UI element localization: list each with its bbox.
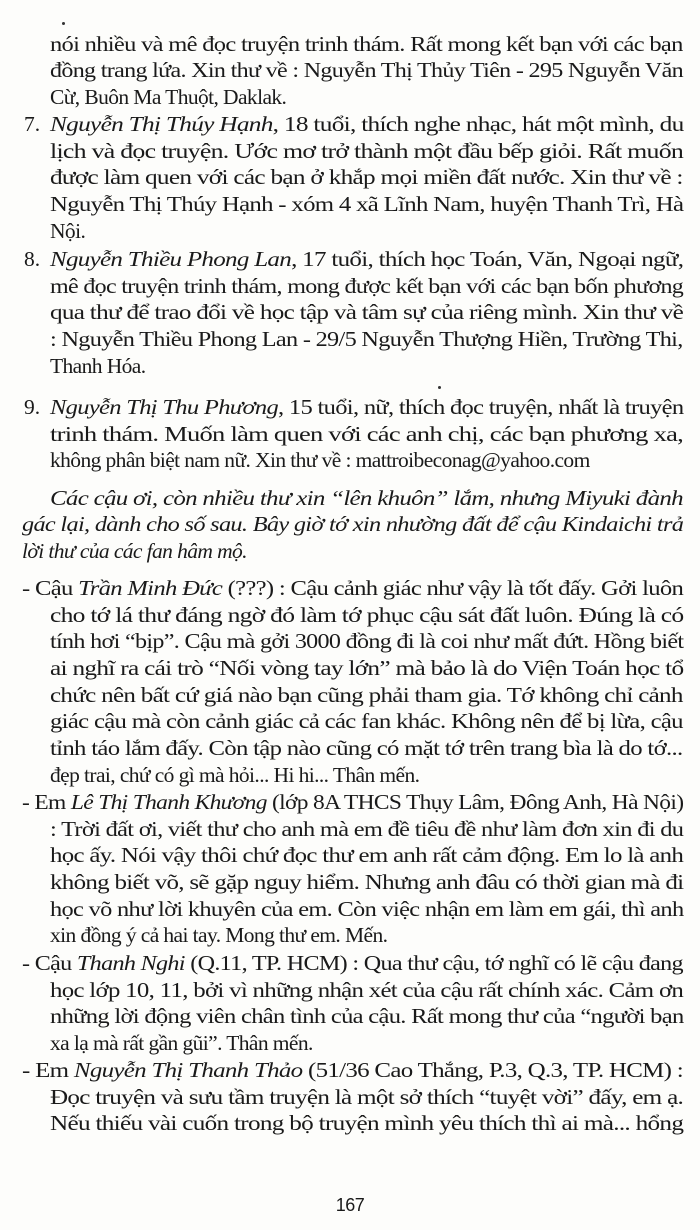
entry-first-rest: , 17 tuổi, thích học Toán, Văn, Ngoại ngữ, [291,247,684,271]
text-line: lịch và đọc truyện. Ước mơ trở thành một đầu bếp giỏi. Rất muốn [50,139,684,163]
text-line: Nếu thiếu vài cuốn trong bộ truyện mình yêu thích thì ai mà... hổng [50,1111,684,1135]
text-line: Thanh Hóa. [50,354,146,378]
text-line: học lớp 10, 11, bởi vì những nhận xét của cậu rất chính xác. Cảm ơn [50,978,684,1002]
entry-first-line [50,111,684,137]
entry-name: Nguyễn Thị Thúy Hạnh [50,112,273,136]
text-line: lời thư của các fan hâm mộ. [22,539,247,563]
text-line: gác lại, dành cho số sau. Bây giờ tớ xin nhường đất để cậu Kindaichi trả [22,512,684,536]
reply-first-line [22,950,683,976]
text-line: đẹp trai, chứ có gì mà hỏi... Hi hi... Thân mến. [50,763,420,787]
entry-name: Nguyễn Thiều Phong Lan [50,247,292,271]
entry-first-line [50,394,683,420]
text-line: học ấy. Nói vậy thôi chứ đọc thư em anh rất cảm động. Em lo là anh [50,843,684,867]
text-line: : Trời đất ơi, viết thư cho anh mà em đề tiêu đề như làm đơn xin đi du [50,817,684,841]
reply-name: Trần Minh Đức [78,576,223,600]
text-line: cho tớ lá thư đáng ngờ đó làm tớ phục cậu sát đất luôn. Đúng là có [50,603,684,627]
text-line: ai nghĩ ra cái trò “Nối vòng tay lớn” mà bảo là do Viện Toán học tổ [50,656,684,680]
reply-first-rest: (Q.11, TP. HCM) : Qua thư cậu, tớ nghĩ có lẽ cậu đang [184,951,683,975]
entry-first-line [50,246,683,272]
text-line: tỉnh táo lắm đấy. Còn tập nào cũng có mặt tớ trên trang bìa là do tớ... [50,736,683,760]
reply-first-rest: (lớp 8A THCS Thụy Lâm, Đông Anh, Hà Nội) [266,790,684,814]
text-line: qua thư để trao đổi về học tập và tâm sự của riêng mình. Xin thư về [50,300,684,324]
entry-first-rest: , 18 tuổi, thích nghe nhạc, hát một mình, du [272,112,684,136]
reply-first-line [22,789,683,815]
text-line: đồng trang lứa. Xin thư về : Nguyễn Thị Thủy Tiên - 295 Nguyễn Văn [50,58,683,82]
text-line: trinh thám. Muốn làm quen với các anh chị, các bạn phương xa, [50,422,684,446]
reply-prefix: - Cậu [22,951,77,975]
text-line: nói nhiều và mê đọc truyện trinh thám. Rất mong kết bạn với các bạn [50,32,683,56]
reply-name: Thanh Nghi [76,951,185,975]
entry-number: 7. [24,112,41,136]
reply-first-rest: (???) : Cậu cảnh giác như vậy là tốt đấy. Gởi luôn [222,576,684,600]
entry-number: 9. [24,395,41,419]
reply-first-rest: (51/36 Cao Thắng, P.3, Q.3, TP. HCM) : [302,1058,684,1082]
reply-name: Lê Thị Thanh Khương [70,790,267,814]
scan-speck [62,22,65,25]
text-line: được làm quen với các bạn ở khắp mọi miền đất nước. Xin thư về : [50,165,683,189]
text-line: tính hơi “bịp”. Cậu mà gởi 3000 đồng đi là coi như mất đứt. Hồng biết [50,629,684,653]
text-line: Nội. [50,219,86,243]
text-line: xa lạ mà rất gần gũi”. Thân mến. [50,1031,313,1055]
reply-first-line [22,575,683,601]
text-line: Cừ, Buôn Ma Thuột, Daklak. [50,85,287,109]
text-line: Các cậu ơi, còn nhiều thư xin “lên khuôn” lắm, nhưng Miyuki đành [50,486,683,510]
text-line: chức nên bất cứ giá nào bạn cũng phải tham gia. Tớ không chỉ cảnh [50,683,683,707]
text-line: không phân biệt nam nữ. Xin thư về : mattroibeconag@yahoo.com [50,448,590,472]
text-line: Đọc truyện và sưu tầm truyện là một sở thích “tuyệt vời” đấy, em ạ. [50,1085,684,1109]
text-line: : Nguyễn Thiều Phong Lan - 29/5 Nguyễn Thượng Hiền, Trường Thi, [50,327,683,351]
text-line: không biết võ, sẽ gặp nguy hiểm. Nhưng anh đâu có thời gian mà đi [50,870,684,894]
reply-name: Nguyễn Thị Thanh Thảo [73,1058,303,1082]
text-line: Nguyễn Thị Thúy Hạnh - xóm 4 xã Lĩnh Nam, huyện Thanh Trì, Hà [50,192,684,216]
text-line: mê đọc truyện trinh thám, mong được kết bạn với các bạn bốn phương [50,274,684,298]
text-line: những lời động viên chân tình của cậu. Rất mong thư của “người bạn [50,1004,684,1028]
scan-speck [438,386,441,389]
reply-prefix: - Em [22,790,71,814]
text-line: giác cậu mà còn cảnh giác cả các fan khác. Không nên để bị lừa, cậu [50,709,683,733]
text-line: xin đồng ý cả hai tay. Mong thư em. Mến. [50,923,388,947]
text-line: học võ như lời khuyên của em. Còn việc nhận em làm em gái, thì anh [50,897,684,921]
entry-number: 8. [24,247,41,271]
reply-prefix: - Em [22,1058,74,1082]
entry-name: Nguyễn Thị Thu Phương [50,395,279,419]
entry-first-rest: , 15 tuổi, nữ, thích đọc truyện, nhất là truyện [278,395,684,419]
reply-first-line [22,1057,683,1083]
page-number: 167 [335,1195,365,1215]
reply-prefix: - Cậu [22,576,79,600]
